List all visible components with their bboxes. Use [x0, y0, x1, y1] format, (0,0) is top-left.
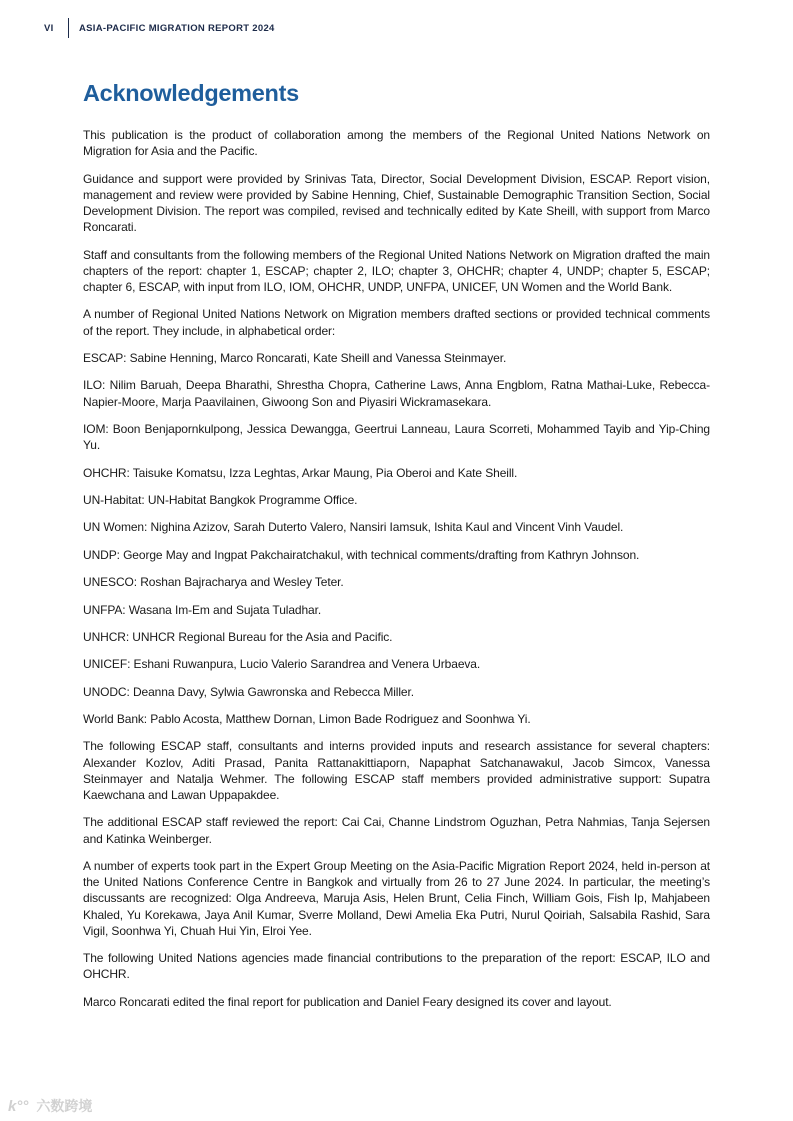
page-number: VI	[44, 22, 54, 34]
paragraph-members-intro: A number of Regional United Nations Network on Migration members drafted sections or provided technical comments of the report. They include, in alphabetical order:	[83, 307, 710, 338]
paragraph-unicef: UNICEF: Eshani Ruwanpura, Lucio Valerio Sarandrea and Venera Urbaeva.	[83, 657, 481, 672]
paragraph-editing: Marco Roncarati edited the final report for publication and Daniel Feary designed its cover and layout.	[83, 994, 612, 1009]
watermark	[8, 1096, 92, 1116]
paragraph-guidance: Guidance and support were provided by Srinivas Tata, Director, Social Development Division, ESCAP. Report vision, management and review were provided by Sabine Henning, Chief, Sustainable Demographic Transition Section, Social Development Division. The report was compiled, revised and technically edited by Kate Sheill, with support from Marco Roncarati.	[83, 171, 710, 235]
paragraph-experts: A number of experts took part in the Expert Group Meeting on the Asia-Pacific Migration Report 2024, held in-person at the United Nations Conference Centre in Bangkok and virtually from 26 to 27 June 2024. In particular, the meeting’s discussants are recognized: Olga Andreeva, Maruja Asis, Helen Brunt, Celia Finch, William Gois, Fish Ip, Mahjabeen Khaled, Yu Korekawa, Jaya Anil Kumar, Sverre Molland, Dewi Amelia Eka Putri, Nurul Qoiriah, Salsabila Rashid, Sara Vigil, Soonhwa Yi, Chuah Hui Yin, Elroi Yee.	[83, 859, 710, 938]
page-title: Acknowledgements	[83, 80, 299, 106]
paragraph-unesco: UNESCO: Roshan Bajracharya and Wesley Teter.	[83, 575, 344, 590]
paragraph-un-habitat: UN-Habitat: UN-Habitat Bangkok Programme Office.	[83, 492, 358, 507]
paragraph-undp: UNDP: George May and Ingpat Pakchairatchakul, with technical comments/drafting from Kathryn Johnson.	[83, 547, 640, 562]
acknowledgements-body	[83, 127, 710, 1021]
paragraph-intro: This publication is the product of collaboration among the members of the Regional United Nations Network on Migration for Asia and the Pacific.	[83, 128, 710, 159]
paragraph-unfpa: UNFPA: Wasana Im-Em and Sujata Tuladhar.	[83, 602, 322, 617]
paragraph-ohchr: OHCHR: Taisuke Komatsu, Izza Leghtas, Arkar Maung, Pia Oberoi and Kate Sheill.	[83, 465, 518, 480]
paragraph-iom: IOM: Boon Benjapornkulpong, Jessica Dewangga, Geertrui Lanneau, Laura Scorreti, Mohammed Tayib and Yip-Ching Yu.	[83, 421, 710, 453]
paragraph-unhcr: UNHCR: UNHCR Regional Bureau for the Asia and Pacific.	[83, 629, 393, 644]
paragraph-chapters: Staff and consultants from the following members of the Regional United Nations Network on Migration drafted the main chapters of the report: chapter 1, ESCAP; chapter 2, ILO; chapter 3, OHCHR; chapter 4, UNDP; chapter 5, ESCAP; chapter 6, ESCAP, with input from ILO, IOM, OHCHR, UNDP, UNFPA, UNICEF, UN Women and the World Bank.	[83, 247, 710, 294]
paragraph-funding: The following United Nations agencies made financial contributions to the preparation of the report: ESCAP, ILO and OHCHR.	[83, 951, 710, 982]
paragraph-world-bank: World Bank: Pablo Acosta, Matthew Dornan, Limon Bade Rodriguez and Soonhwa Yi.	[83, 712, 531, 727]
paragraph-ilo: ILO: Nilim Baruah, Deepa Bharathi, Shrestha Chopra, Catherine Laws, Anna Engblom, Ratna Mathai-Luke, Rebecca-Napier-Moore, Marja Paavilainen, Giwoong Son and Piyasiri Wickramasekara.	[83, 378, 710, 409]
paragraph-unodc: UNODC: Deanna Davy, Sylwia Gawronska and Rebecca Miller.	[83, 684, 414, 699]
report-title: ASIA-PACIFIC MIGRATION REPORT 2024	[79, 22, 275, 34]
paragraph-un-women: UN Women: Nighina Azizov, Sarah Duterto Valero, Nansiri Iamsuk, Ishita Kaul and Vincent Vinh Vaudel.	[83, 520, 624, 535]
paragraph-escap: ESCAP: Sabine Henning, Marco Roncarati, Kate Sheill and Vanessa Steinmayer.	[83, 350, 507, 365]
watermark-text: 六数跨境	[36, 1098, 93, 1114]
paragraph-escap-staff: The following ESCAP staff, consultants and interns provided inputs and research assistance for several chapters: Alexander Kozlov, Aditi Prasad, Panita Rattanakittiaporn, Napaphat Satchanawakul, Jacob Simcox, Vanessa Steinmayer and Natalja Wehmer. The following ESCAP staff members provided administrative support: Supatra Kaewchana and Lawan Uppapakdee.	[83, 739, 710, 803]
header-divider	[68, 18, 69, 38]
watermark-logo-icon: k°°	[8, 1097, 29, 1115]
paragraph-reviewers: The additional ESCAP staff reviewed the report: Cai Cai, Channe Lindstrom Oguzhan, Petra Nahmias, Tanja Sejersen and Katinka Weinberger.	[83, 815, 710, 846]
running-header	[44, 18, 275, 38]
